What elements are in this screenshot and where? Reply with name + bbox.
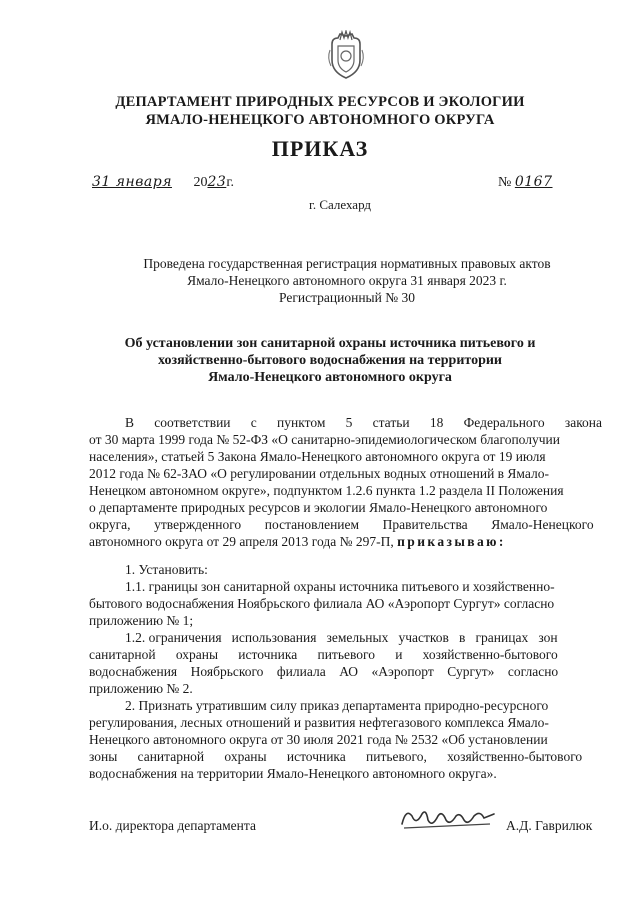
order-heading-line1: Об установлении зон санитарной охраны источника питьевого и [124,336,536,351]
item-2-line: регулирования, лесных отношений и развития нефтегазового комплекса Ямало- [89,715,549,730]
item-2-line: 2. Признать утратившим силу приказ департамента природно-ресурсного [125,698,549,713]
item-1-2-line: приложению № 2. [89,681,193,696]
order-date [92,174,234,191]
signatory-position: И.о. директора департамента [89,818,256,833]
preamble-line: о департаменте природных ресурсов и экологии Ямало-Ненецкого автономного [89,500,548,515]
preamble-line: Ненецком автономном округе», подпунктом 1.2.6 пункта 1.2 раздела II Положения [89,483,564,498]
signatory-name: А.Д. Гаврилюк [506,818,593,833]
item-1-2-line: санитарной охраны источника питьевого и хозяйственно-бытового [89,647,558,662]
preamble-line: округа, утвержденного постановлением Правительства Ямало-Ненецкого [89,517,594,532]
handwritten-year: 23 [207,174,227,190]
year-suffix: г. [226,175,234,190]
item-1-1-line: бытового водоснабжения Ноябрьского филиала АО «Аэропорт Сургут» согласно [89,596,555,611]
city: г. Салехард [308,197,372,212]
preamble-line: В соответствии с пунктом 5 статьи 18 Федерального закона [125,415,603,430]
department-name-line1: ДЕПАРТАМЕНТ ПРИРОДНЫХ РЕСУРСОВ И ЭКОЛОГИИ [115,94,525,110]
number-prefix: № [498,175,512,190]
preamble-line: от 30 марта 1999 года № 52-ФЗ «О санитарно-эпидемиологическом благополучии [89,432,560,447]
item-2-line: зоны санитарной охраны источника питьевого, хозяйственно-бытового [89,749,583,764]
year-prefix: 20 [193,175,208,190]
preamble-line-last [89,533,540,550]
item-1-2-line: водоснабжения Ноябрьского филиала АО «Аэропорт Сургут» согласно [89,664,559,679]
item-2-line: Ненецкого автономного округа от 30 июля 2021 года № 2532 «Об установлении [89,732,548,747]
preamble-text: автономного округа от 29 апреля 2013 года № 297-П, [89,534,398,549]
preamble-line: 2012 года № 62-ЗАО «О регулировании отдельных водных отношений в Ямало- [89,466,549,481]
registration-line1: Проведена государственная регистрация нормативных правовых актов [143,256,551,271]
order-number [498,174,553,191]
department-name-line2: ЯМАЛО-НЕНЕЦКОГО АВТОНОМНОГО ОКРУГА [145,112,495,128]
registration-line2: Ямало-Ненецкого автономного округа 31 января 2023 г. [187,273,507,288]
handwritten-signature-icon [398,804,498,834]
coat-of-arms-icon [326,30,366,80]
document-title: ПРИКАЗ [271,136,369,161]
order-text [89,414,603,782]
order-keyword: приказываю: [397,534,506,549]
order-heading-line3: Ямало-Ненецкого автономного округа [208,370,452,385]
handwritten-date: 31 января [92,174,172,190]
handwritten-number: 0167 [514,174,553,190]
registration-line3: Регистрационный № 30 [279,290,415,305]
item-1-2-line: 1.2. ограничения использования земельных участков в границах зон [125,630,558,645]
item-2-line: водоснабжения на территории Ямало-Ненецкого автономного округа». [89,766,497,781]
order-heading-line2: хозяйственно-бытового водоснабжения на территории [157,353,502,368]
item-1: 1. Установить: [125,562,208,577]
preamble-line: населения», статьей 5 Закона Ямало-Ненецкого автономного округа от 19 июля [89,449,546,464]
item-1-1-line: приложению № 1; [89,613,194,628]
item-1-1-line: 1.1. границы зон санитарной охраны источника питьевого и хозяйственно- [125,579,555,594]
